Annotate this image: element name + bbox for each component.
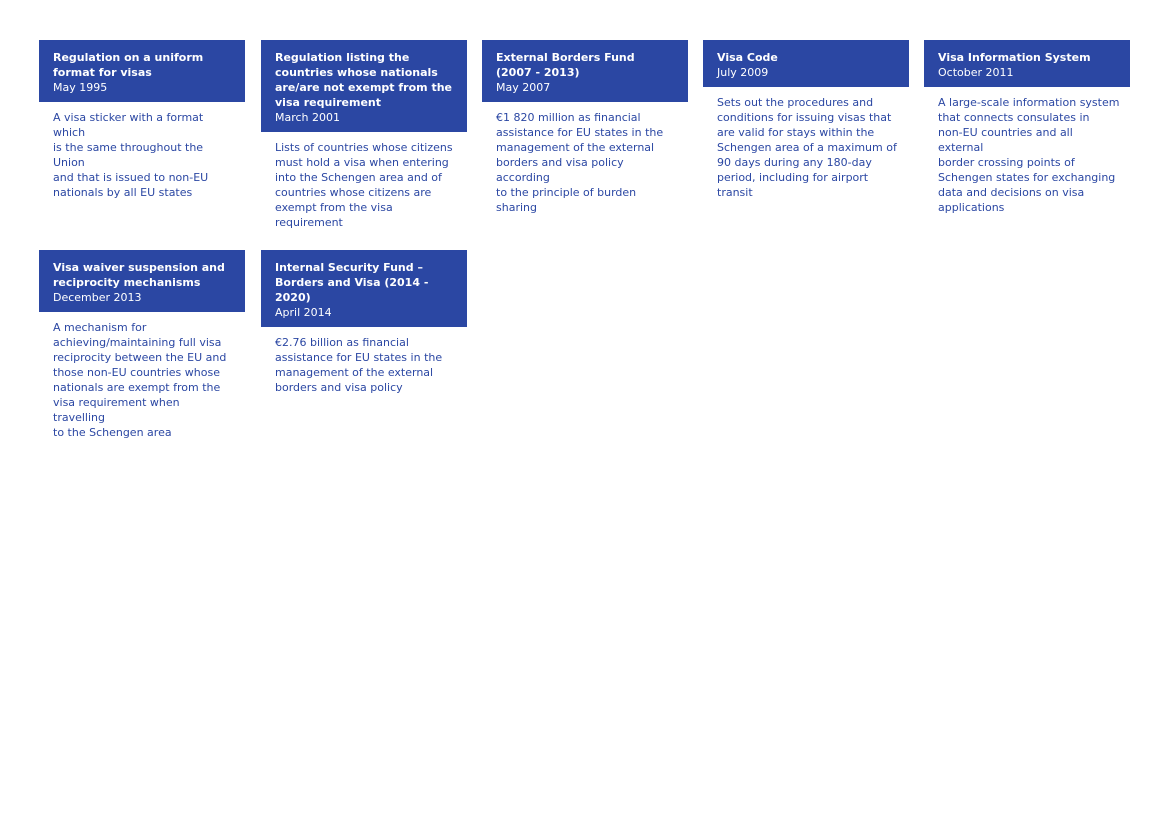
card-header <box>261 40 467 132</box>
card-uniform-visa-format <box>39 40 245 200</box>
card-date: March 2001 <box>275 111 341 124</box>
card-date: December 2013 <box>53 291 142 304</box>
card-visa-requirement-list <box>261 40 467 230</box>
card-header <box>924 40 1130 87</box>
card-date: July 2009 <box>717 66 769 79</box>
card-header <box>482 40 688 102</box>
card-title: Visa Information System <box>938 51 1091 64</box>
card-visa-waiver-suspension <box>39 250 245 440</box>
card-title: Regulation listing the countries whose nationals are/are not exempt from the visa requirement <box>275 51 452 109</box>
card-header <box>261 250 467 327</box>
card-date: May 1995 <box>53 81 108 94</box>
card-visa-information-system <box>924 40 1130 215</box>
card-date: October 2011 <box>938 66 1014 79</box>
card-title: Visa Code <box>717 51 778 64</box>
card-description: A mechanism for achieving/maintaining full visa reciprocity between the EU and those non-EU countries whose nationals are exempt from the visa requirement when travelling to the Schengen area <box>53 321 227 439</box>
card-date: April 2014 <box>275 306 332 319</box>
card-description: A visa sticker with a format which is the same throughout the Union and that is issued to non-EU nationals by all EU states <box>53 111 209 199</box>
card-header <box>703 40 909 87</box>
card-date: May 2007 <box>496 81 551 94</box>
card-description: €2.76 billion as financial assistance for EU states in the management of the external borders and visa policy <box>275 336 443 394</box>
card-description: Sets out the procedures and conditions for issuing visas that are valid for stays within the Schengen area of a maximum of 90 days during any 180-day period, including for airport transit <box>717 96 897 199</box>
card-description: A large-scale information system that connects consulates in non-EU countries and all external border crossing points of Schengen states for exchanging data and decisions on visa applications <box>938 96 1120 214</box>
card-header <box>39 250 245 312</box>
card-title: External Borders Fund (2007 - 2013) <box>496 51 635 79</box>
card-external-borders-fund <box>482 40 688 215</box>
card-description: €1 820 million as financial assistance for EU states in the management of the external borders and visa policy according to the principle of burden sharing <box>496 111 664 214</box>
card-title: Regulation on a uniform format for visas <box>53 51 204 79</box>
card-title: Visa waiver suspension and reciprocity mechanisms <box>53 261 225 289</box>
card-internal-security-fund <box>261 250 467 395</box>
card-description: Lists of countries whose citizens must hold a visa when entering into the Schengen area and of countries whose citizens are exempt from the visa requirement <box>275 141 453 229</box>
card-header <box>39 40 245 102</box>
card-title: Internal Security Fund – Borders and Visa (2014 - 2020) <box>275 261 429 304</box>
card-visa-code <box>703 40 909 200</box>
